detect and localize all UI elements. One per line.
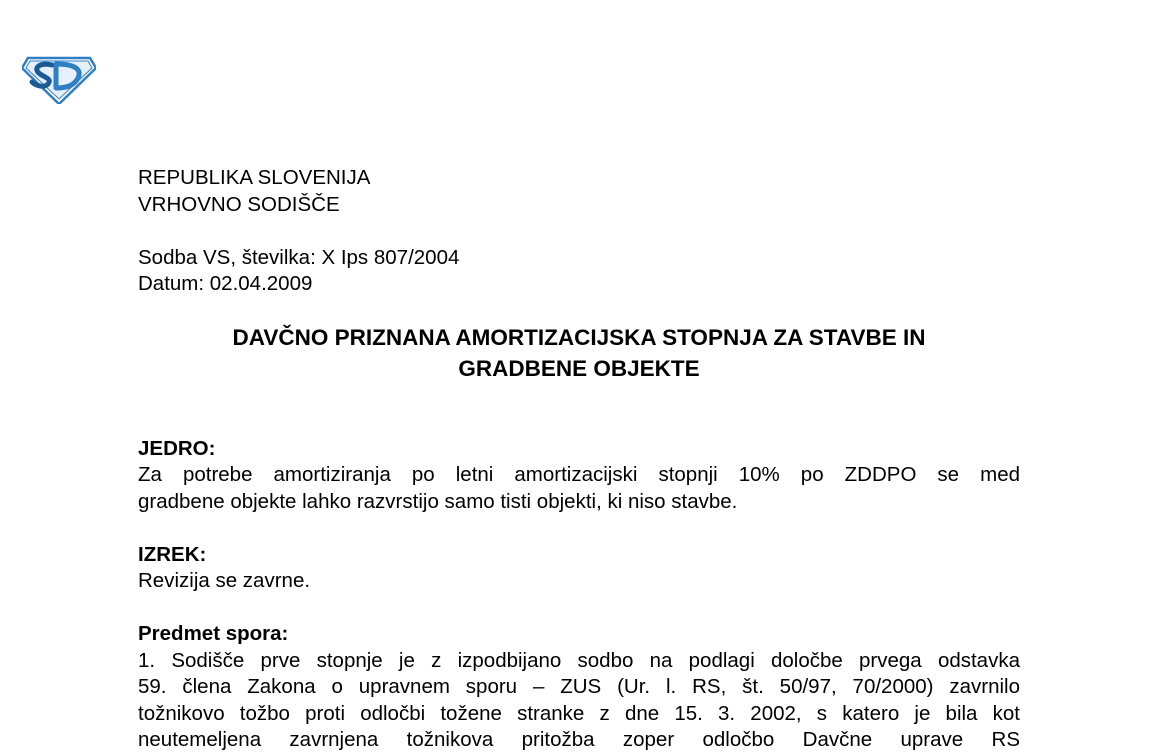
predmet-line-1: 1. Sodišče prve stopnje je z izpodbijano sodbo na podlagi določbe prvega odstavka	[138, 648, 1020, 672]
case-number: Sodba VS, številka: X Ips 807/2004	[138, 245, 460, 269]
predmet-heading: Predmet spora:	[138, 622, 289, 645]
sd-logo-icon	[22, 48, 96, 104]
title-line-2: GRADBENE OBJEKTE	[458, 355, 700, 381]
document-body	[138, 165, 1020, 754]
izrek-heading: IZREK:	[138, 542, 207, 566]
header-republic: REPUBLIKA SLOVENIJA	[138, 166, 371, 189]
jedro-line-2: gradbene objekte lahko razvrstijo samo tisti objekti, ki niso stavbe.	[138, 489, 738, 513]
predmet-line-2: 59. člena Zakona o upravnem sporu – ZUS (Ur. l. RS, št. 50/97, 70/2000) zavrnilo	[138, 675, 1020, 698]
predmet-line-4: neutemeljena zavrnjena tožnikova pritožba zoper odločbo Davčne uprave RS	[138, 728, 1020, 751]
title-line-1: DAVČNO PRIZNANA AMORTIZACIJSKA STOPNJA ZA STAVBE IN	[232, 324, 926, 350]
jedro-heading: JEDRO:	[138, 436, 216, 460]
case-date: Datum: 02.04.2009	[138, 272, 313, 295]
izrek-text: Revizija se zavrne.	[138, 569, 311, 592]
header-court: VRHOVNO SODIŠČE	[138, 192, 340, 216]
document-title	[118, 322, 1040, 384]
predmet-line-3: tožnikovo tožbo proti odločbi tožene stranke z dne 15. 3. 2002, s katero je bila kot	[138, 701, 1020, 725]
jedro-line-1: Za potrebe amortiziranja po letni amortizacijski stopnji 10% po ZDDPO se med	[138, 463, 1020, 486]
